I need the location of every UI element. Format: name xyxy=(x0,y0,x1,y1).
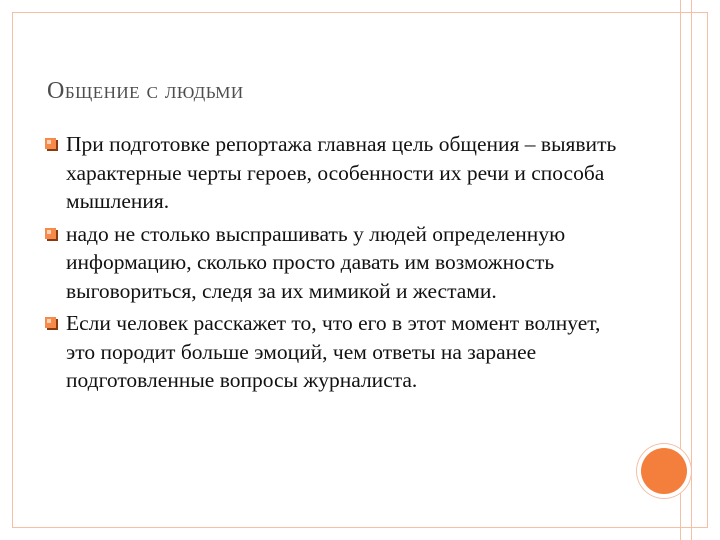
bullet-text: Если человек расскажет то, что его в этот момент волнует, это породит больше эмоций, чем ответы на заранее подготовленные вопросы журналиста. xyxy=(66,311,601,392)
bullet-item xyxy=(44,220,619,306)
bullet-item xyxy=(44,309,619,395)
square-bullet-icon xyxy=(45,228,56,239)
square-bullet-icon xyxy=(45,138,56,149)
square-bullet-icon xyxy=(45,317,56,328)
accent-circle-decoration xyxy=(641,448,687,494)
bullet-item xyxy=(44,130,619,216)
bullet-text: надо не столько выспрашивать у людей определенную информацию, сколько просто давать им возможность выговориться, следя за их мимикой и жестами. xyxy=(66,221,566,303)
bullet-list xyxy=(44,130,619,399)
bullet-text: При подготовке репортажа главная цель общения – выявить характерные черты героев, особенности их речи и способа мышления. xyxy=(66,132,617,213)
slide-title: Общение с людьми xyxy=(47,78,244,104)
